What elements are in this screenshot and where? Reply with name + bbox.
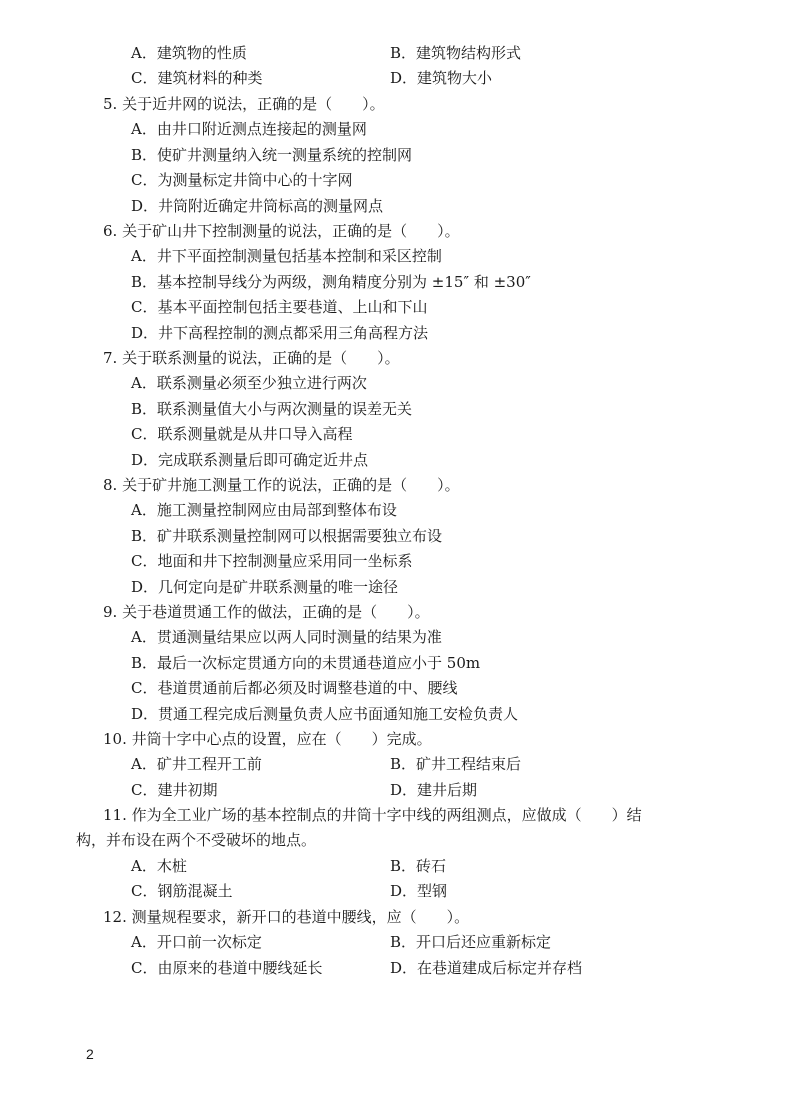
question-11-option-d: D．型钢 [390, 882, 448, 900]
question-12-option-b: B．开口后还应重新标定 [390, 933, 552, 951]
question-12-option-d: D．在巷道建成后标定并存档 [390, 959, 583, 977]
question-7-stem: 7. 关于联系测量的说法，正确的是（ ）。 [103, 349, 400, 367]
question-11-stem-continuation: 构，并布设在两个不受破坏的地点。 [76, 831, 317, 849]
question-8-option-a: A．施工测量控制网应由局部到整体布设 [131, 501, 397, 519]
question-5-option-b: B．使矿井测量纳入统一测量系统的控制网 [131, 146, 413, 164]
question-6-option-b: B．基本控制导线分为两级，测角精度分别为 ±15″ 和 ±30″ [131, 273, 531, 291]
question-9-option-b: B．最后一次标定贯通方向的未贯通巷道应小于 50m [131, 654, 481, 672]
option-b: B．建筑物结构形式 [390, 44, 522, 62]
question-6-option-c: C．基本平面控制包括主要巷道、上山和下山 [131, 298, 428, 316]
question-11-option-c: C．钢筋混凝土 [131, 882, 233, 900]
question-8-stem: 8. 关于矿井施工测量工作的说法，正确的是（ ）。 [103, 476, 460, 494]
question-11-stem: 11. 作为全工业广场的基本控制点的井筒十字中线的两组测点，应做成（ ）结 [103, 806, 642, 824]
question-10-option-a: A．矿井工程开工前 [131, 755, 262, 773]
question-8-option-b: B．矿井联系测量控制网可以根据需要独立布设 [131, 527, 443, 545]
question-8-option-c: C．地面和井下控制测量应采用同一坐标系 [131, 552, 413, 570]
question-7-option-a: A．联系测量必须至少独立进行两次 [131, 374, 367, 392]
question-12-option-c: C．由原来的巷道中腰线延长 [131, 959, 323, 977]
question-12-option-a: A．开口前一次标定 [131, 933, 262, 951]
question-5-option-c: C．为测量标定井筒中心的十字网 [131, 171, 353, 189]
question-8-option-d: D．几何定向是矿井联系测量的唯一途径 [131, 578, 399, 596]
question-5-option-a: A．由井口附近测点连接起的测量网 [131, 120, 367, 138]
question-7-option-b: B．联系测量值大小与两次测量的误差无关 [131, 400, 413, 418]
question-9-stem: 9. 关于巷道贯通工作的做法，正确的是（ ）。 [103, 603, 430, 621]
question-12-stem: 12. 测量规程要求，新开口的巷道中腰线，应（ ）。 [103, 908, 470, 926]
question-11-option-a: A．木桩 [131, 857, 187, 875]
question-6-option-a: A．井下平面控制测量包括基本控制和采区控制 [131, 247, 442, 265]
question-10-stem: 10. 井筒十字中心点的设置，应在（ ）完成。 [103, 730, 432, 748]
question-7-option-c: C．联系测量就是从井口导入高程 [131, 425, 353, 443]
page-number: 2 [86, 1046, 94, 1062]
question-9-option-d: D．贯通工程完成后测量负责人应书面通知施工安检负责人 [131, 705, 519, 723]
question-10-option-d: D．建井后期 [390, 781, 478, 799]
question-6-stem: 6. 关于矿山井下控制测量的说法，正确的是（ ）。 [103, 222, 460, 240]
question-9-option-c: C．巷道贯通前后都必须及时调整巷道的中、腰线 [131, 679, 458, 697]
question-10-option-c: C．建井初期 [131, 781, 218, 799]
question-5-option-d: D．井筒附近确定井筒标高的测量网点 [131, 197, 384, 215]
question-9-option-a: A．贯通测量结果应以两人同时测量的结果为准 [131, 628, 442, 646]
question-10-option-b: B．矿井工程结束后 [390, 755, 522, 773]
option-a: A．建筑物的性质 [131, 44, 247, 62]
option-c: C．建筑材料的种类 [131, 69, 263, 87]
question-5-stem: 5. 关于近井网的说法，正确的是（ ）。 [103, 95, 385, 113]
question-11-option-b: B．砖石 [390, 857, 447, 875]
option-d: D．建筑物大小 [390, 69, 493, 87]
question-6-option-d: D．井下高程控制的测点都采用三角高程方法 [131, 324, 429, 342]
question-7-option-d: D．完成联系测量后即可确定近井点 [131, 451, 369, 469]
